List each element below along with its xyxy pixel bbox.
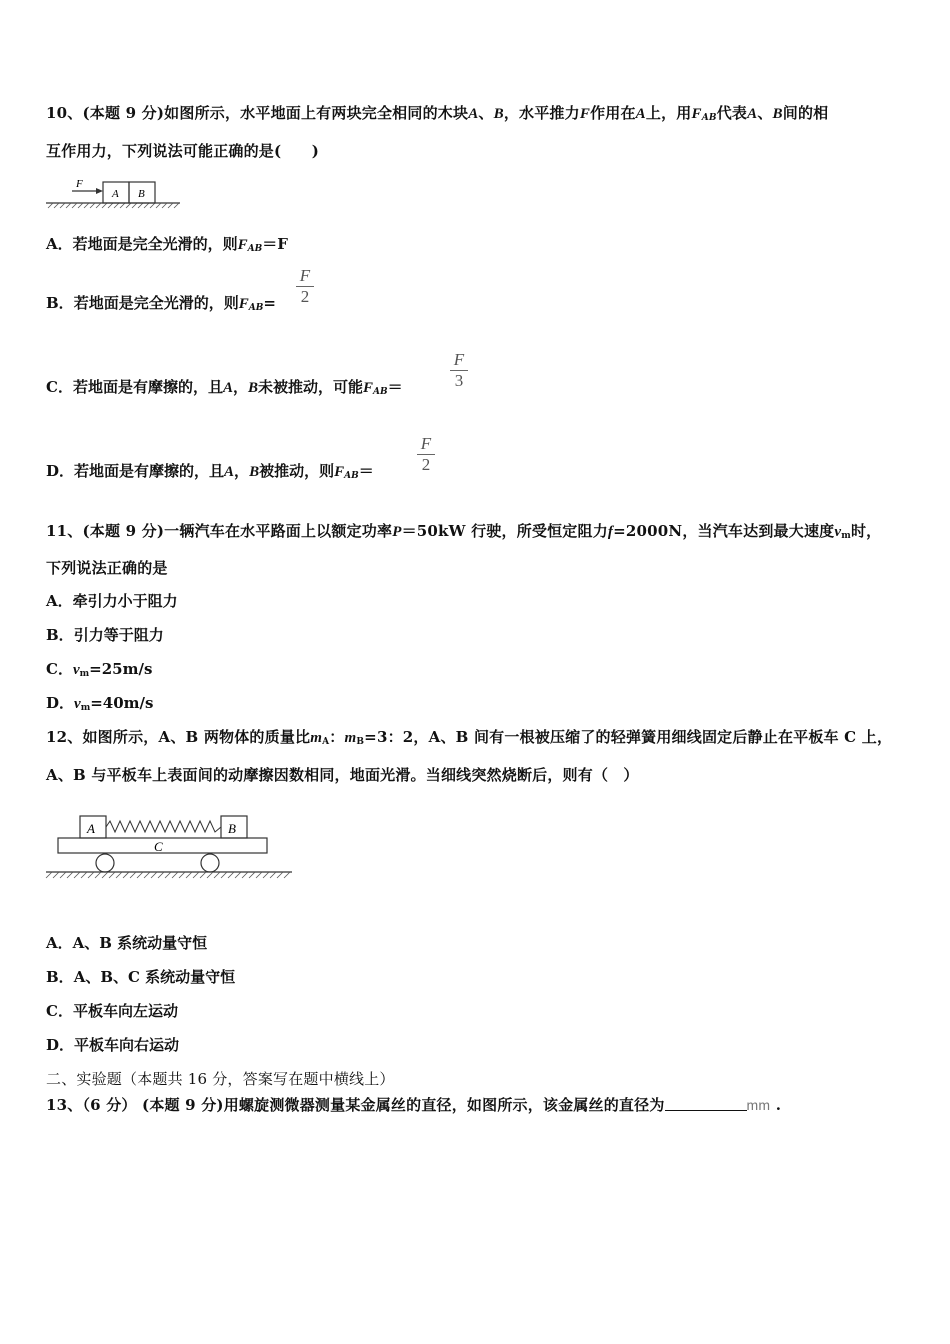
q10-option-c[interactable]: C．若地面是有摩擦的，且A，B未被推动，可能$F_{AB}=$ xyxy=(46,378,403,397)
q10-option-c-fraction: F 3 xyxy=(450,350,468,391)
q11-stem-line2: 下列说法正确的是 xyxy=(46,559,168,577)
q10-option-d-fraction: F 2 xyxy=(417,434,435,475)
q11-option-b[interactable]: B．引力等于阻力 xyxy=(46,626,164,644)
wheel-right xyxy=(201,854,219,872)
q10-stem-line2: 互作用力，下列说法可能正确的是( ) xyxy=(46,142,319,160)
answer-blank[interactable] xyxy=(665,1096,747,1111)
q12-stem-line1: 12、如图所示，A、B 两物体的质量比mA：mB=3：2，A、B 间有一根被压缩了的轻弹簧用细线固定后静止在平板车 C 上， xyxy=(46,728,893,747)
section-2-title: 二、实验题（本题共 16 分，答案写在题中横线上） xyxy=(46,1070,395,1088)
q10-stem-line1: 10、(本题 9 分)如图所示，水平地面上有两块完全相同的木块A、B，水平推力F作用在A上，用$F_{AB}$代表A、B间的相 xyxy=(46,104,829,123)
q10-option-a[interactable]: A．若地面是完全光滑的，则$F_{AB}=F$ xyxy=(46,235,288,254)
svg-text:A: A xyxy=(87,821,95,836)
q10-option-b-fraction: F 2 xyxy=(296,266,314,307)
q12-stem-line2: A、B 与平板车上表面间的动摩擦因数相同，地面光滑。当细线突然烧断后，则有（ ） xyxy=(46,766,639,784)
q12-option-a[interactable]: A．A、B 系统动量守恒 xyxy=(46,934,208,952)
q10-option-b[interactable]: B．若地面是完全光滑的，则$F_{AB}=$ xyxy=(46,294,276,313)
svg-text:B: B xyxy=(228,821,236,836)
svg-text:C: C xyxy=(154,839,163,854)
wheel-left xyxy=(96,854,114,872)
spring xyxy=(106,821,221,832)
q11-option-d[interactable]: D．vm=40m/s xyxy=(46,694,154,713)
q11-stem-line1: 11、(本题 9 分)一辆汽车在水平路面上以额定功率P＝50kW 行驶，所受恒定阻力f=2000N，当汽车达到最大速度vm时， xyxy=(46,522,882,541)
q12-figure xyxy=(44,810,300,884)
q11-option-a[interactable]: A．牵引力小于阻力 xyxy=(46,592,178,610)
svg-text:B: B xyxy=(138,188,145,200)
force-label: F xyxy=(76,178,83,190)
q12-option-d[interactable]: D．平板车向右运动 xyxy=(46,1036,180,1054)
q11-option-c[interactable]: C．vm=25m/s xyxy=(46,660,153,679)
q10-figure xyxy=(46,176,182,210)
q10-option-d[interactable]: D．若地面是有摩擦的，且A，B被推动，则$F_{AB}=$ xyxy=(46,462,374,481)
svg-text:A: A xyxy=(112,188,119,200)
q12-option-b[interactable]: B．A、B、C 系统动量守恒 xyxy=(46,968,236,986)
q12-option-c[interactable]: C．平板车向左运动 xyxy=(46,1002,178,1020)
q13-stem: 13、（6 分） (本题 9 分)用螺旋测微器测量某金属丝的直径，如图所示，该金属丝的直径为 mm . xyxy=(46,1096,782,1114)
unit-label: mm xyxy=(746,1097,771,1113)
